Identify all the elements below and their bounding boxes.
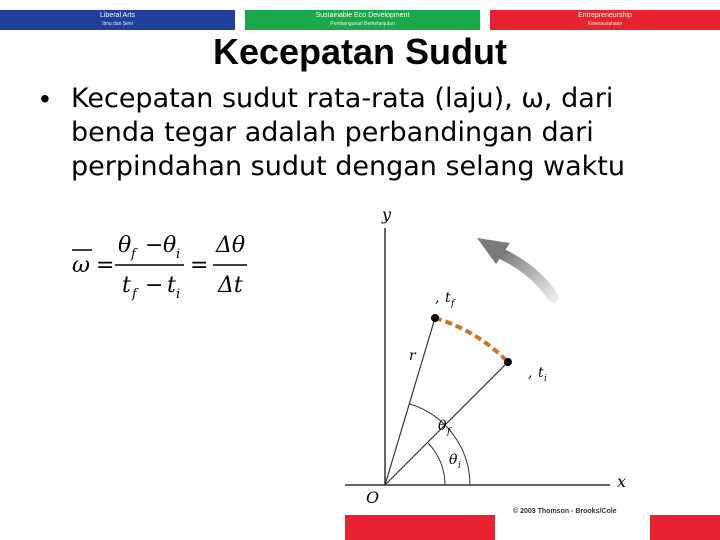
formula-t-f: t bbox=[122, 273, 131, 298]
point-initial bbox=[504, 358, 512, 366]
angle-f-label: θ bbox=[438, 418, 447, 434]
rotation-arrow-shaft bbox=[500, 253, 553, 297]
formula-t-f-sub: f bbox=[132, 287, 137, 302]
formula-t-i: t bbox=[167, 273, 176, 298]
point-f-comma: , bbox=[435, 290, 440, 306]
angle-f-sub: f bbox=[447, 427, 451, 437]
point-final bbox=[431, 314, 439, 322]
point-i-comma: , bbox=[528, 365, 533, 381]
formula-equals: = bbox=[96, 253, 115, 278]
angle-f-arc bbox=[410, 404, 470, 485]
formula-delta-theta: Δθ bbox=[216, 233, 246, 258]
y-axis-label: y bbox=[382, 205, 392, 224]
formula-theta-i: θ bbox=[163, 233, 177, 258]
formula-theta-i-sub: i bbox=[176, 247, 181, 262]
angle-i-arc bbox=[428, 443, 445, 485]
formula-omega: ω bbox=[72, 253, 90, 278]
average-angular-velocity-formula bbox=[72, 233, 247, 302]
point-f-time: t bbox=[445, 290, 451, 306]
origin-label: O bbox=[366, 488, 380, 507]
radius-label: r bbox=[409, 348, 416, 364]
band-sublabel: Pembangunan Berkelanjutan bbox=[330, 21, 395, 27]
band-label: Sustainable Eco Development bbox=[315, 12, 410, 19]
formula-minus: − bbox=[145, 233, 164, 258]
formula-theta-f-sub: f bbox=[131, 247, 136, 262]
band-label: Entrepreneurship bbox=[578, 12, 632, 19]
formula-minus-2: − bbox=[145, 273, 164, 298]
bullet-text: Kecepatan sudut rata-rata (laju), ω, dari benda tegar adalah perbandingan dari perpindahan sudut dengan selang waktu bbox=[71, 83, 626, 182]
copyright-text: © 2003 Thomson - Brooks/Cole bbox=[513, 508, 617, 515]
slide-title: Kecepatan Sudut bbox=[212, 31, 508, 72]
point-f-time-sub: f bbox=[451, 299, 455, 309]
point-i-time: t bbox=[538, 365, 544, 381]
band-sublabel: Ilmu dan Seni bbox=[102, 21, 133, 27]
angle-i-sub: i bbox=[458, 461, 461, 471]
bullet-dot: • bbox=[40, 83, 50, 114]
formula-equals-2: = bbox=[190, 253, 209, 278]
point-i-time-sub: i bbox=[544, 374, 547, 384]
x-axis-label: x bbox=[617, 472, 627, 491]
footer-band-left bbox=[345, 515, 495, 540]
formula-theta-f: θ bbox=[118, 233, 132, 258]
band-sublabel: Kewirausahaan bbox=[587, 21, 623, 27]
band-label: Liberal Arts bbox=[99, 12, 136, 19]
angular-path bbox=[435, 318, 508, 362]
rotation-diagram bbox=[345, 205, 626, 507]
formula-delta-t: Δt bbox=[218, 273, 243, 298]
formula-t-i-sub: i bbox=[176, 287, 181, 302]
angle-i-label: θ bbox=[449, 452, 458, 468]
footer-band-right bbox=[650, 515, 720, 540]
